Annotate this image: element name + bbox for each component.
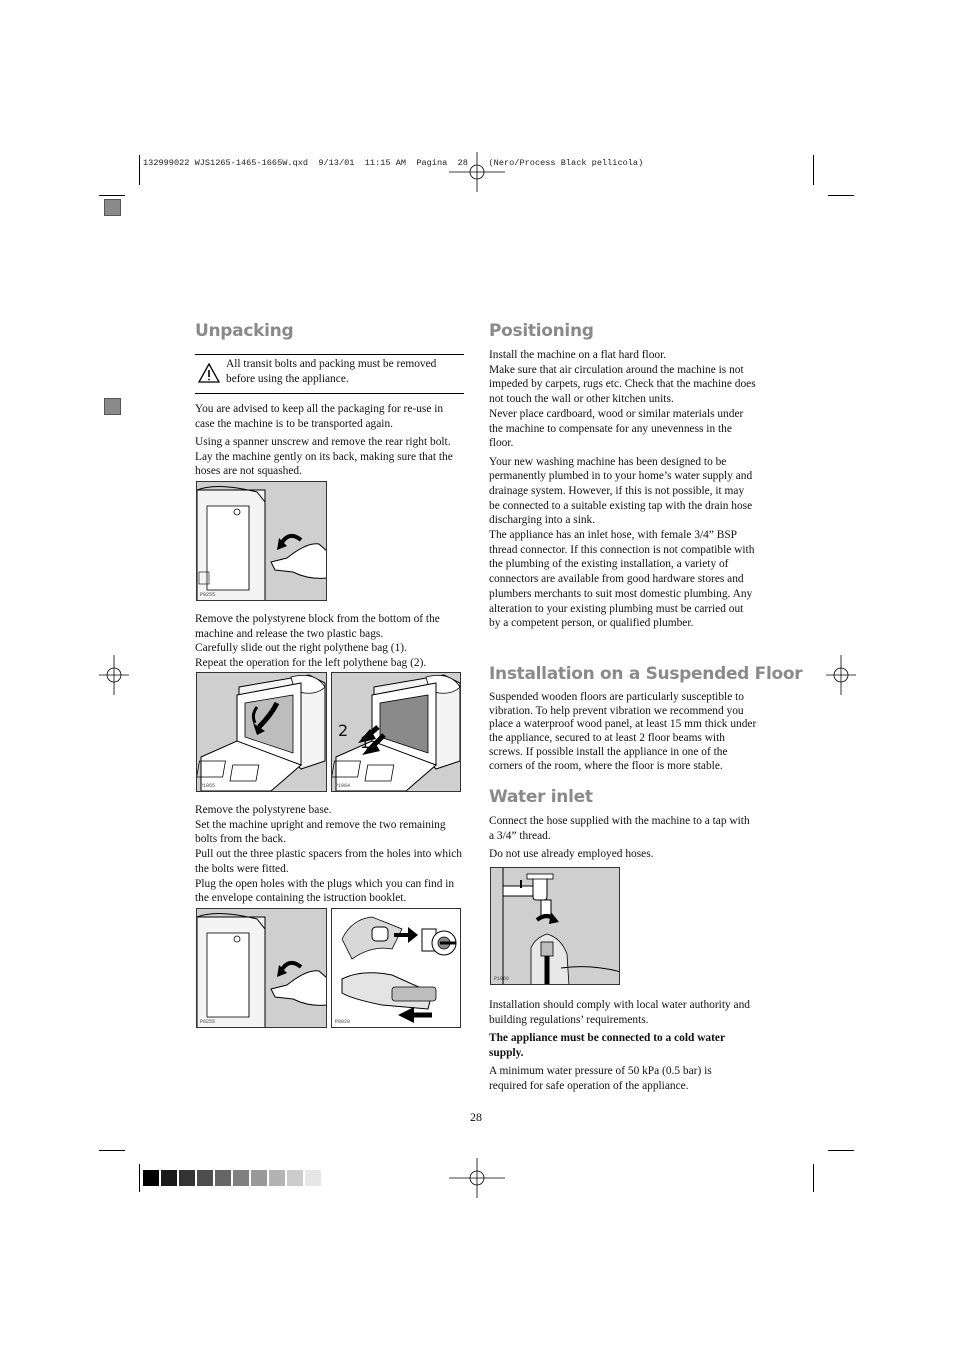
figure-remove-rear-bolt xyxy=(196,481,327,601)
side-tab-marker xyxy=(104,199,121,216)
figure-plug-holes xyxy=(331,908,461,1028)
paragraph: Connect the hose supplied with the machine to a tap with a 3/4” thread. xyxy=(489,815,750,842)
color-swatch xyxy=(269,1170,285,1186)
cold-water-notice: The appliance must be connected to a cold water supply. xyxy=(489,1032,725,1059)
figure-code: P1064 xyxy=(335,783,351,789)
water-inlet-text xyxy=(489,814,751,865)
figure-polythene-bags xyxy=(331,672,461,792)
warning-box xyxy=(195,354,464,394)
color-swatch xyxy=(215,1170,231,1186)
registration-mark-icon xyxy=(826,655,856,695)
positioning-heading: Positioning xyxy=(489,321,594,341)
figure-code: P0255 xyxy=(200,1019,216,1025)
paragraph: The appliance has an inlet hose, with female 3/4” BSP thread connector. If this connection is not compatible with the plumbing of the existing installation, a variety of connectors are available from good hardware stores and plumbers merchants to suit most domestic plumbing. Any alteration to your existing plumbing must be carried out by a competent person, or qualified plumber. xyxy=(489,529,755,630)
figure-code: P1065 xyxy=(200,783,216,789)
unpacking-bags-text xyxy=(195,612,465,671)
paragraph: Repeat the operation for the left polythene bag (2). xyxy=(195,657,427,670)
crop-mark xyxy=(139,1164,140,1192)
water-inlet-regulations xyxy=(489,998,751,1097)
figure-code: P0255 xyxy=(200,592,216,598)
color-swatch xyxy=(251,1170,267,1186)
side-tab-marker xyxy=(104,398,121,415)
color-swatch xyxy=(179,1170,195,1186)
paragraph: Suspended wooden floors are particularly susceptible to vibration. To help prevent vibration we recommend you place a waterproof wood panel, at least 15 mm thick under the appliance, secured to at least 2 floor beams with screws. If possible install the appliance in one of the corners of the room, where the floor is more stable. xyxy=(489,691,757,772)
print-slug: 132999022 WJS1265-1465-1665W.qxd 9/13/01 11:15 AM Pagina 28 (Nero/Process Black pellicola) xyxy=(143,158,644,168)
color-swatch xyxy=(197,1170,213,1186)
warning-triangle-icon xyxy=(198,363,220,383)
crop-mark xyxy=(813,1164,814,1192)
paragraph: A minimum water pressure of 50 kPa (0.5 bar) is required for safe operation of the appliance. xyxy=(489,1065,712,1092)
paragraph: Pull out the three plastic spacers from the holes into which the bolts were fitted. xyxy=(195,848,462,875)
paragraph: Make sure that air circulation around the machine is not impeded by carpets, rugs etc. Check that the machine does not touch the wall or other kitchen units. xyxy=(489,363,756,406)
figure-polystyrene-block xyxy=(196,672,327,792)
paragraph: Installation should comply with local water authority and building regulations’ requirements. xyxy=(489,999,750,1026)
paragraph: Remove the polystyrene block from the bottom of the machine and release the two plastic bags. xyxy=(195,613,440,640)
color-swatch xyxy=(143,1170,159,1186)
crop-mark xyxy=(99,1150,125,1151)
crop-mark xyxy=(139,155,140,185)
color-swatch xyxy=(305,1170,321,1186)
color-swatch xyxy=(161,1170,177,1186)
crop-mark xyxy=(828,1150,854,1151)
page-number: 28 xyxy=(470,1110,482,1124)
suspended-floor-heading: Installation on a Suspended Floor xyxy=(489,664,803,684)
step-number-1: 1 xyxy=(360,733,371,752)
crop-mark xyxy=(813,155,814,185)
water-inlet-heading: Water inlet xyxy=(489,787,593,807)
figure-code: P0020 xyxy=(335,1019,351,1025)
unpacking-heading: Unpacking xyxy=(195,321,294,341)
color-swatch xyxy=(287,1170,303,1186)
paragraph: Install the machine on a flat hard floor. xyxy=(489,349,667,361)
suspended-floor-text xyxy=(489,691,759,773)
paragraph: Plug the open holes with the plugs which you can find in the envelope containing the istruction booklet. xyxy=(195,877,455,905)
crop-mark xyxy=(99,195,125,196)
registration-mark-icon xyxy=(449,1158,505,1198)
color-swatch xyxy=(233,1170,249,1186)
paragraph: Using a spanner unscrew and remove the rear right bolt. Lay the machine gently on its back, making sure that the hoses are not squashed. xyxy=(195,436,453,478)
paragraph: Do not use already employed hoses. xyxy=(489,848,654,860)
paragraph: You are advised to keep all the packaging for re-use in case the machine is to be transported again. xyxy=(195,403,444,430)
crop-mark xyxy=(828,195,854,196)
step-number-2: 2 xyxy=(338,721,349,740)
registration-mark-icon xyxy=(449,152,505,192)
paragraph: Never place cardboard, wood or similar materials under the machine to compensate for any unevenness in the floor. xyxy=(489,407,744,450)
figure-connect-hose-to-tap xyxy=(490,867,620,985)
paragraph: Your new washing machine has been designed to be permanently plumbed in to your home’s water supply and drainage system. However, if this is not possible, it may be connected to a suitable existing tap with the drain hose discharging into a sink. xyxy=(489,455,753,527)
figure-code: P1066 xyxy=(494,976,510,982)
unpacking-intro xyxy=(195,402,465,483)
registration-mark-icon xyxy=(99,655,129,695)
paragraph: Carefully slide out the right polythene bag (1). xyxy=(195,642,407,655)
figure-remove-remaining-bolts xyxy=(196,908,327,1028)
paragraph: Set the machine upright and remove the two remaining bolts from the back. xyxy=(195,818,446,846)
warning-text: All transit bolts and packing must be removed before using the appliance. xyxy=(226,358,437,385)
paragraph: Remove the polystyrene base. xyxy=(195,804,332,816)
positioning-text xyxy=(489,348,757,631)
unpacking-base-text xyxy=(195,803,465,906)
